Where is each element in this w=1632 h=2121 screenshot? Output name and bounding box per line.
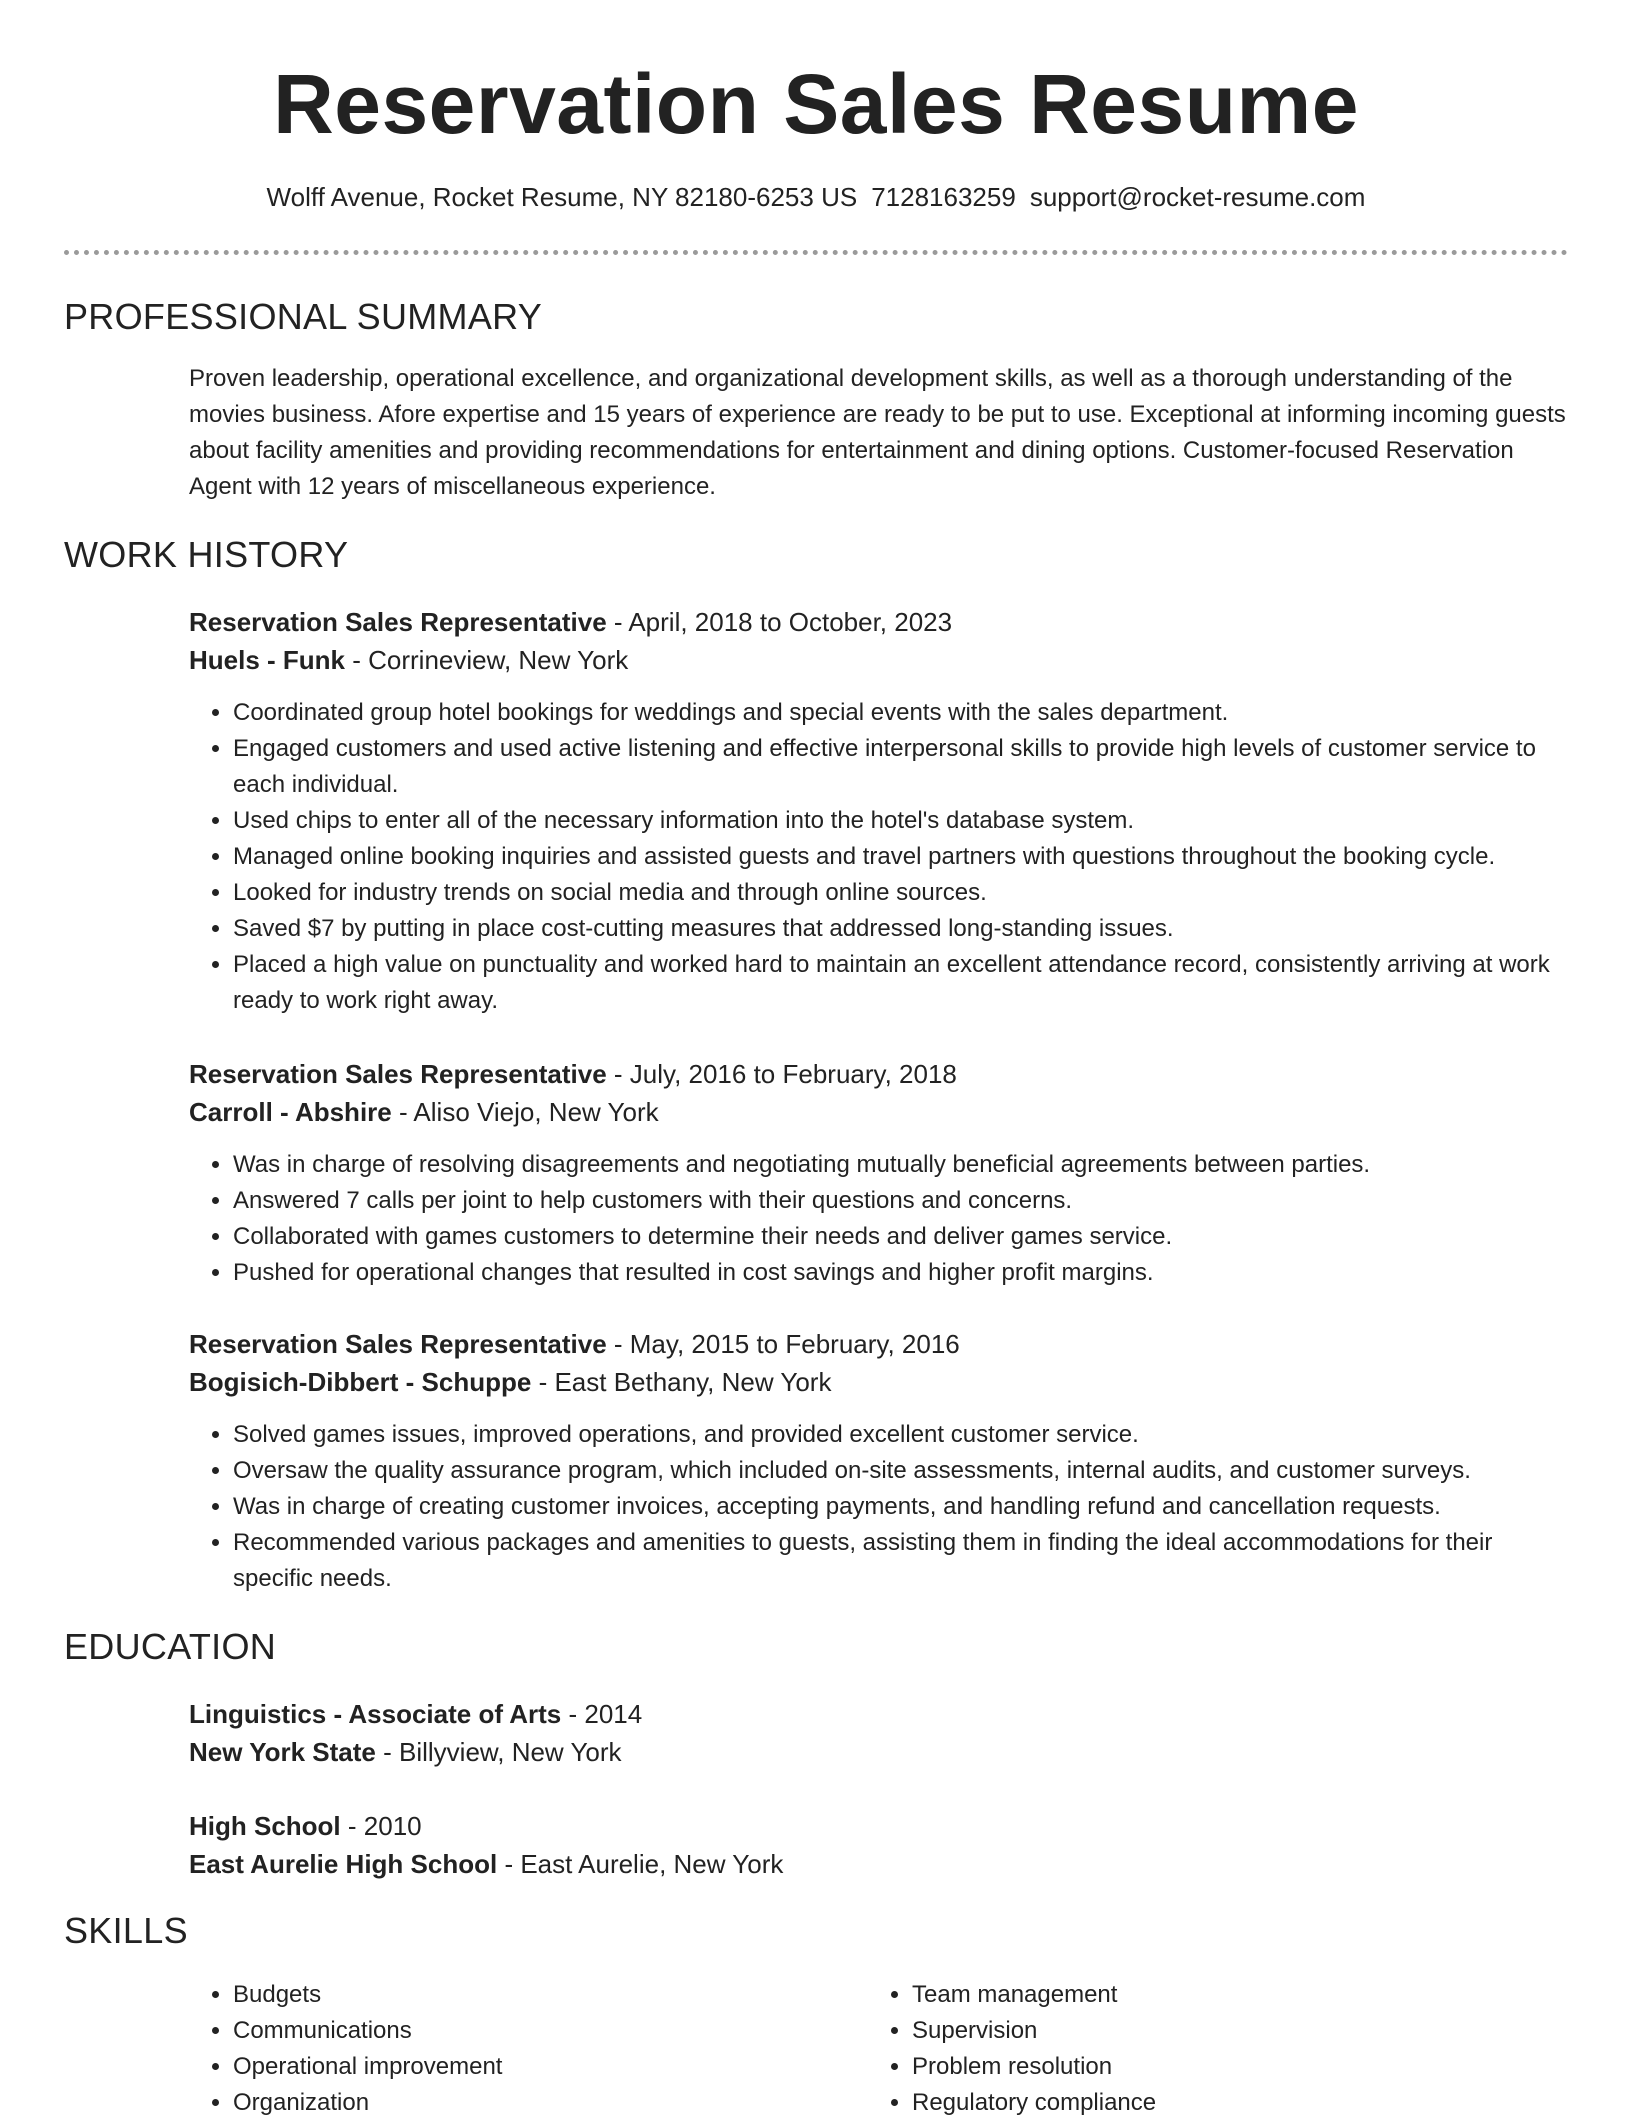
skill-item: • Problem resolution bbox=[912, 2049, 1518, 2085]
education-location: - East Aurelie, New York bbox=[497, 1849, 784, 1879]
job-location: - Corrineview, New York bbox=[345, 645, 629, 675]
summary-text: Proven leadership, operational excellence, and organizational development skills, as well as a thorough understanding of the movies business. Afore expertise and 15 years of experience are ready to be put to use. Exceptional at informing incoming guests about facility amenities and providing recommendations for entertainment and dining options. Customer-focused Reservation Agent with 12 years of miscellaneous experience. bbox=[189, 365, 1566, 500]
job-title-line bbox=[189, 1325, 1569, 1363]
job-title: Reservation Sales Representative bbox=[189, 1059, 607, 1089]
skills-column-right bbox=[868, 1977, 1518, 2121]
job-bullet: • Saved $7 by putting in place cost-cutting measures that addressed long-standing issues. bbox=[233, 911, 1569, 947]
job-dates: - April, 2018 to October, 2023 bbox=[606, 607, 953, 637]
job-entry bbox=[189, 603, 1569, 1019]
skill-item: • Supervision bbox=[912, 2013, 1518, 2049]
skill-item: • Team management bbox=[912, 1977, 1518, 2013]
skill-item: • Communications bbox=[233, 2013, 839, 2049]
job-location: - East Bethany, New York bbox=[531, 1367, 832, 1397]
job-bullet: • Collaborated with games customers to determine their needs and deliver games service. bbox=[233, 1219, 1569, 1255]
job-bullet: • Managed online booking inquiries and assisted guests and travel partners with questions throughout the booking cycle. bbox=[233, 839, 1569, 875]
skill-item: • Organization bbox=[233, 2085, 839, 2121]
education-school-line bbox=[189, 1845, 1569, 1883]
education-degree: Linguistics - Associate of Arts bbox=[189, 1699, 562, 1729]
job-dates: - July, 2016 to February, 2018 bbox=[606, 1059, 957, 1089]
education-school-line bbox=[189, 1733, 1569, 1771]
skill-item: • Budgets bbox=[233, 1977, 839, 2013]
education-school: New York State bbox=[189, 1737, 376, 1767]
job-company: Huels - Funk bbox=[189, 645, 346, 675]
job-bullet: • Answered 7 calls per joint to help customers with their questions and concerns. bbox=[233, 1183, 1569, 1219]
education-degree-line bbox=[189, 1807, 1569, 1845]
skill-item: • Regulatory compliance bbox=[912, 2085, 1518, 2121]
job-company-line bbox=[189, 1363, 1569, 1401]
job-bullet: • Oversaw the quality assurance program, which included on-site assessments, internal audits, and customer surveys. bbox=[233, 1453, 1569, 1489]
job-dates: - May, 2015 to February, 2016 bbox=[606, 1329, 960, 1359]
education-degree: High School bbox=[189, 1811, 341, 1841]
job-company-line bbox=[189, 641, 1569, 679]
education-entry bbox=[189, 1807, 1569, 1883]
job-bullet: • Recommended various packages and amenities to guests, assisting them in finding the ideal accommodations for their specific needs. bbox=[233, 1525, 1569, 1597]
education-entry bbox=[189, 1695, 1569, 1771]
job-title-line bbox=[189, 603, 1569, 641]
job-bullet: • Engaged customers and used active listening and effective interpersonal skills to provide high levels of customer service to each individual. bbox=[233, 731, 1569, 803]
education-year: - 2014 bbox=[561, 1699, 643, 1729]
education-location: - Billyview, New York bbox=[375, 1737, 622, 1767]
skills-column-left bbox=[189, 1977, 839, 2121]
contact-line bbox=[0, 182, 1632, 213]
job-location: - Aliso Viejo, New York bbox=[391, 1097, 659, 1127]
skill-item: • Operational improvement bbox=[233, 2049, 839, 2085]
job-bullet: • Was in charge of creating customer invoices, accepting payments, and handling refund and cancellation requests. bbox=[233, 1489, 1569, 1525]
resume-title: Reservation Sales Resume bbox=[273, 57, 1359, 151]
education-year: - 2010 bbox=[340, 1811, 422, 1841]
education-school: East Aurelie High School bbox=[189, 1849, 498, 1879]
section-title-work: WORK HISTORY bbox=[64, 534, 349, 575]
job-bullet: • Looked for industry trends on social media and through online sources. bbox=[233, 875, 1569, 911]
job-entry bbox=[189, 1325, 1569, 1597]
job-bullets bbox=[189, 695, 1569, 1019]
job-bullets bbox=[189, 1147, 1569, 1291]
contact-email: support@rocket-resume.com bbox=[1029, 182, 1366, 212]
job-bullet: • Pushed for operational changes that resulted in cost savings and higher profit margins. bbox=[233, 1255, 1569, 1291]
job-title: Reservation Sales Representative bbox=[189, 1329, 607, 1359]
job-company-line bbox=[189, 1093, 1569, 1131]
education-degree-line bbox=[189, 1695, 1569, 1733]
skills-list bbox=[189, 1977, 839, 2121]
section-title-summary: PROFESSIONAL SUMMARY bbox=[64, 296, 543, 337]
contact-phone: 7128163259 bbox=[871, 182, 1016, 212]
section-title-skills: SKILLS bbox=[64, 1910, 188, 1951]
job-entry bbox=[189, 1055, 1569, 1291]
job-title-line bbox=[189, 1055, 1569, 1093]
skills-list bbox=[868, 1977, 1518, 2121]
job-bullet: • Solved games issues, improved operations, and provided excellent customer service. bbox=[233, 1417, 1569, 1453]
contact-address: Wolff Avenue, Rocket Resume, NY 82180-6253 US bbox=[266, 182, 858, 212]
job-company: Carroll - Abshire bbox=[189, 1097, 392, 1127]
section-title-education: EDUCATION bbox=[64, 1626, 277, 1667]
job-bullet: • Placed a high value on punctuality and worked hard to maintain an excellent attendance record, consistently arriving at work ready to work right away. bbox=[233, 947, 1569, 1019]
header-divider bbox=[64, 250, 1568, 255]
job-bullet: • Coordinated group hotel bookings for weddings and special events with the sales department. bbox=[233, 695, 1569, 731]
job-title: Reservation Sales Representative bbox=[189, 607, 607, 637]
job-company: Bogisich-Dibbert - Schuppe bbox=[189, 1367, 532, 1397]
job-bullet: • Used chips to enter all of the necessary information into the hotel's database system. bbox=[233, 803, 1569, 839]
job-bullet: • Was in charge of resolving disagreements and negotiating mutually beneficial agreements between parties. bbox=[233, 1147, 1569, 1183]
job-bullets bbox=[189, 1417, 1569, 1597]
